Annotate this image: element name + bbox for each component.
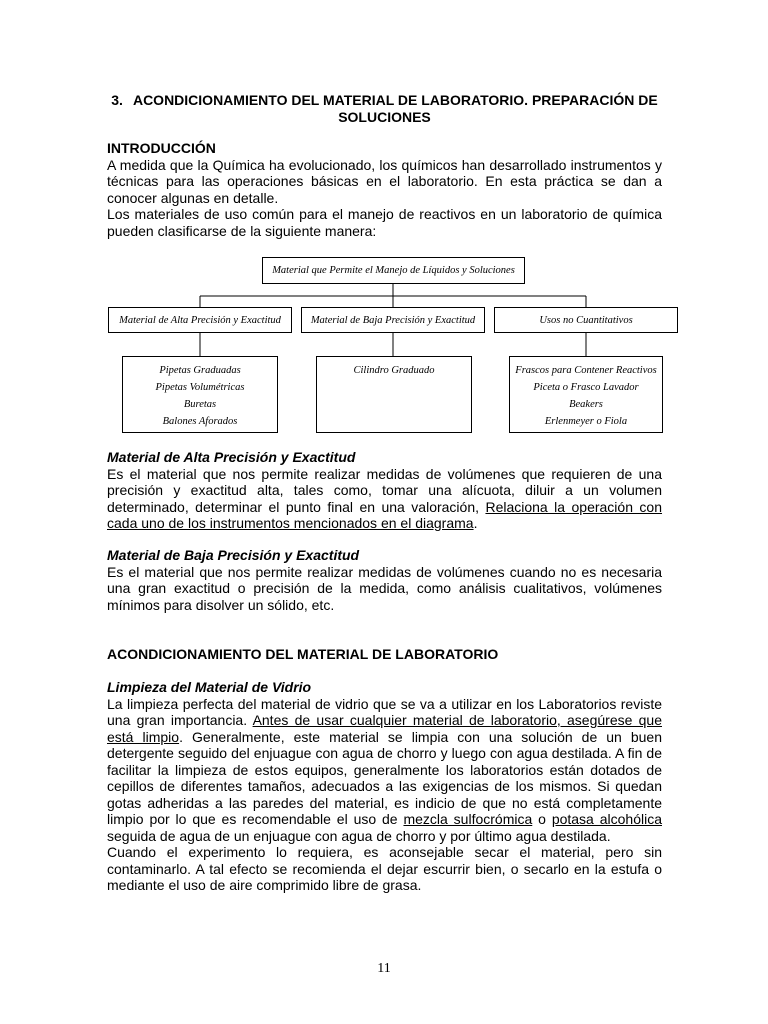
diagram-branch-usos xyxy=(494,307,678,333)
list-item: Pipetas Graduadas xyxy=(159,365,241,376)
list-item: Piceta o Frasco Lavador xyxy=(533,382,639,393)
limpieza-section xyxy=(107,679,662,894)
section-number: 3. xyxy=(111,92,123,108)
limpieza-text-3: o xyxy=(532,811,552,827)
diagram-root-box xyxy=(262,257,525,284)
limpieza-text-1: La limpieza perfecta del material de vidrio que se va a utilizar en los Laboratorios reviste una gran importancia. xyxy=(107,695,662,728)
diagram-list-alta xyxy=(122,356,278,433)
diagram-list-usos xyxy=(509,356,663,433)
limpieza-heading: Limpieza del Material de Vidrio xyxy=(107,679,312,695)
diagram-root-label: Material que Permite el Manejo de Líquidos y Soluciones xyxy=(272,265,515,276)
list-item: Pipetas Volumétricas xyxy=(155,382,245,393)
baja-heading: Material de Baja Precisión y Exactitud xyxy=(107,547,360,563)
alta-heading: Material de Alta Precisión y Exactitud xyxy=(107,449,356,465)
acond-heading: ACONDICIONAMIENTO DEL MATERIAL DE LABORATORIO xyxy=(107,646,499,662)
list-item: Frascos para Contener Reactivos xyxy=(515,365,657,376)
baja-paragraph: Es el material que nos permite realizar medidas de volúmenes cuando no es necesaria una gran exactitud o precisión de la medida, como análisis cualitativos, volúmenes mínimos para disolver un sólido, etc. xyxy=(107,563,662,613)
list-item: Balones Aforados xyxy=(162,416,238,427)
limpieza-underlined-2: mezcla sulfocrómica xyxy=(403,811,533,827)
alta-underlined-text: Relaciona la operación con cada uno de los instrumentos mencionados en el diagrama xyxy=(107,498,663,531)
limpieza-paragraph-1 xyxy=(107,696,662,845)
page-number: 11 xyxy=(377,961,391,976)
diagram-branch-alta xyxy=(108,307,292,333)
alta-end: . xyxy=(473,515,478,531)
limpieza-underlined-1: Antes de usar cualquier material de laboratorio, asegúrese que está limpio xyxy=(107,712,662,745)
limpieza-paragraph-2: Cuando el experimento lo requiera, es aconsejable secar el material, pero sin contaminarlo. A tal efecto se recomienda el dejar escurrir bien, o secarlo en la estufa o mediante el uso de aire comprimido libre de grasa. xyxy=(107,844,662,893)
intro-heading: INTRODUCCIÓN xyxy=(107,140,216,156)
baja-section xyxy=(107,547,662,613)
list-item: Buretas xyxy=(183,399,217,410)
section-title-text: ACONDICIONAMIENTO DEL MATERIAL DE LABORATORIO. PREPARACIÓN DE SOLUCIONES xyxy=(132,92,658,125)
intro-section xyxy=(107,140,662,239)
intro-paragraph-2: Los materiales de uso común para el manejo de reactivos en un laboratorio de química pueden clasificarse de la siguiente manera: xyxy=(107,206,662,239)
alta-paragraph xyxy=(107,466,662,532)
list-item: Erlenmeyer o Fiola xyxy=(544,416,628,427)
limpieza-text-2: . Generalmente, este material se limpia con una solución de un buen detergente seguido del enjuague con agua de chorro y luego con agua destilada. A fin de facilitar la limpieza de estos equipos, generalmente los laboratorios están dotados de cepillos de diferentes tamaños, adecuados a las exigencias de los mismos. Si quedan gotas adheridas a las paredes del material, es indicio de que no está completamente limpio por lo que es recomendable el uso de xyxy=(107,728,662,827)
section-title xyxy=(107,92,662,126)
limpieza-underlined-3: potasa alcohólica xyxy=(551,811,662,827)
branch-baja-label: Material de Baja Precisión y Exactitud xyxy=(310,314,476,326)
list-item: Cilindro Graduado xyxy=(353,365,435,376)
intro-paragraph-1: A medida que la Química ha evolucionado, los químicos han desarrollado instrumentos y técnicas para las operaciones básicas en el laboratorio. En esta práctica se dan a conocer algunas en detalle. xyxy=(107,156,662,206)
branch-alta-label: Material de Alta Precisión y Exactitud xyxy=(119,314,281,326)
branch-usos-label: Usos no Cuantitativos xyxy=(539,314,633,326)
acond-heading-block xyxy=(107,646,662,663)
limpieza-text-4: seguida de agua de un enjuague con agua de chorro y por último agua destilada. xyxy=(107,827,611,844)
alta-section xyxy=(107,449,662,532)
diagram-branch-baja xyxy=(301,307,485,333)
diagram-list-baja xyxy=(316,356,472,433)
list-item: Beakers xyxy=(569,399,603,410)
alta-text: Es el material que nos permite realizar medidas de volúmenes que requieren de una precisión y exactitud alta, tales como, tomar una alícuota, diluir a un volumen determinado, determinar el punto final en una valoración, xyxy=(107,465,662,515)
